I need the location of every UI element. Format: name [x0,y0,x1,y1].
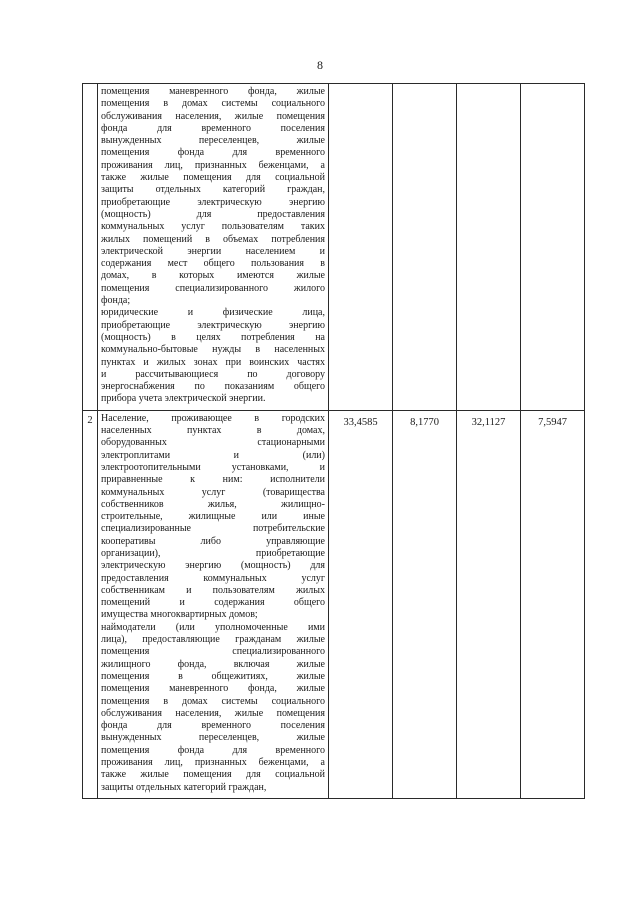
text-line: предоставления коммунальных услуг [101,572,325,584]
text-line: юридические и физические лица, [101,307,325,319]
value [393,84,456,90]
table-row [83,410,585,798]
text-line: также жилые помещения для социальной [101,769,325,781]
table-row [83,84,585,411]
text-line: и рассчитывающиеся по договору [101,368,325,380]
value: 8,1770 [410,416,439,428]
text-line: домах, в которых имеются жилые [101,270,325,282]
row-number: 2 [83,410,98,798]
text-line: электроплитами и (или) [101,449,325,461]
value: 33,4585 [343,416,378,428]
text-line: помещения фонда для временного [101,147,325,159]
text-line: обслуживания населения, жилые помещения [101,110,325,122]
text-line: наймодатели (или уполномоченные ими [101,621,325,633]
text-line: имущества многоквартирных домов; [101,609,258,621]
text-line: защиты отдельных категорий граждан, [101,781,267,793]
value-cell [329,410,393,798]
value-cell [457,84,521,411]
text-line: приравненные к ним: исполнители [101,474,325,486]
text-line: коммунально-бытовые нужды в населенных [101,344,325,356]
text-line: жилищного фонда, включая жилые [101,658,325,670]
text-line: фонда; [101,295,131,307]
row-number [83,84,98,411]
text-line: фонда для временного поселения [101,122,325,134]
text-line: помещения в общежитиях, жилые [101,670,325,682]
text-line: прибора учета электрической энергии. [101,393,266,405]
text-line: собственникам и пользователям жилых [101,584,325,596]
text-line: собственников жилья, жилищно- [101,498,325,510]
text-line: Население, проживающее в городских [101,412,325,424]
text-line: коммунальных услуг (товарищества [101,486,325,498]
text-line: (мощность) в целях потребления на [101,331,325,343]
value-cell [393,84,457,411]
text-line: помещения специализированного жилого [101,282,325,294]
text-line: помещения маневренного фонда, жилые [101,683,325,695]
text-line: оборудованных стационарными [101,437,325,449]
text-line: электроотопительными установками, и [101,461,325,473]
text-line: жилых помещений в объемах потребления [101,233,325,245]
text-line: строительные, жилищные или иные [101,511,325,523]
text-line: помещения в домах системы социального [101,98,325,110]
text-line: лица), предоставляющие гражданам жилые [101,634,325,646]
value-cell [393,410,457,798]
text-line: населенных пунктах в домах, [101,425,325,437]
text-line: организации), приобретающие [101,547,325,559]
value [457,84,520,90]
description-text [98,411,328,798]
page-number: 8 [317,58,323,72]
text-line: помещения фонда для временного [101,744,325,756]
description-text [98,84,328,410]
value [329,84,392,90]
text-line: энергоснабжения по показаниям общего [101,381,325,393]
text-line: специализированные потребительские [101,523,325,535]
text-line: содержания мест общего пользования в [101,258,325,270]
value: 32,1127 [471,416,506,428]
text-line: приобретающие электрическую энергию [101,319,325,331]
text-line: проживания лиц, признанных беженцами, а [101,159,325,171]
text-line: защиты отдельных категорий граждан, [101,184,325,196]
value-cell [329,84,393,411]
text-line: электрической энергии населением и [101,245,325,257]
text-line: помещения в домах системы социального [101,695,325,707]
row-description [98,410,329,798]
text-line: вынужденных переселенцев, жилые [101,732,325,744]
text-line: помещения маневренного фонда, жилые [101,86,325,97]
text-line: кооперативы либо управляющие [101,535,325,547]
text-line: (мощность) для предоставления [101,208,325,220]
text-line: пунктах и жилых зонах при воинских частях [101,356,325,368]
text-line: проживания лиц, признанных беженцами, а [101,757,325,769]
tariff-table [82,83,585,799]
row-description [98,84,329,411]
text-line: помещений и содержания общего [101,597,325,609]
text-line: обслуживания населения, жилые помещения [101,707,325,719]
value-cell [457,410,521,798]
text-line: электрическую энергию (мощность) для [101,560,325,572]
text-line: фонда для временного поселения [101,720,325,732]
value: 7,5947 [538,416,567,428]
value-cell [521,410,585,798]
text-line: вынужденных переселенцев, жилые [101,135,325,147]
value [521,84,584,90]
text-line: также жилые помещения для социальной [101,172,325,184]
text-line: приобретающие электрическую энергию [101,196,325,208]
value-cell [521,84,585,411]
text-line: коммунальных услуг пользователям таких [101,221,325,233]
text-line: помещения специализированного [101,646,325,658]
